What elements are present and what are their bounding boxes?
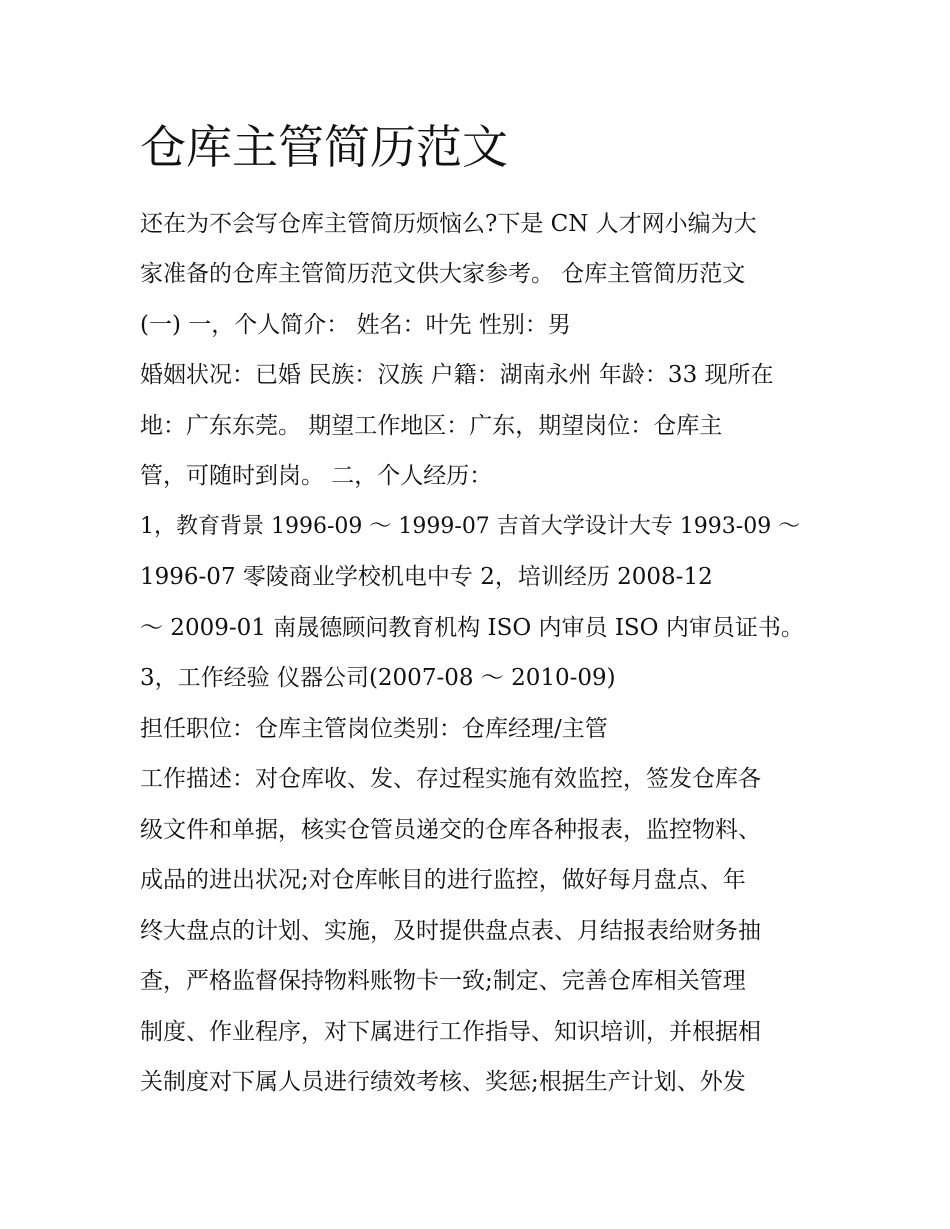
body-line: 1996-07 零陵商业学校机电中专 2，培训经历 2008-12	[140, 564, 713, 590]
body-line: 还在为不会写仓库主管简历烦恼么?下是 CN 人才网小编为大	[140, 211, 757, 237]
body-line: 成品的进出状况;对仓库帐目的进行监控，做好每月盘点、年	[140, 867, 746, 893]
body-line: 家准备的仓库主管简历范文供大家参考。 仓库主管简历范文	[140, 261, 746, 287]
body-line: 婚姻状况：已婚 民族：汉族 户籍：湖南永州 年龄：33 现所在	[140, 362, 774, 388]
body-line: 工作描述：对仓库收、发、存过程实施有效监控，签发仓库各	[140, 766, 761, 792]
body-line: (一) 一，个人简介： 姓名：叶先 性别：男	[140, 312, 571, 338]
body-line: 终大盘点的计划、实施，及时提供盘点表、月结报表给财务抽	[140, 918, 761, 944]
body-line: 级文件和单据，核实仓管员递交的仓库各种报表，监控物料、	[140, 817, 761, 843]
body-line: 1，教育背景 1996-09 ～ 1999-07 吉首大学设计大专 1993-09 ～	[140, 514, 801, 539]
body-line: 查，严格监督保持物料账物卡一致;制定、完善仓库相关管理	[140, 968, 746, 994]
body-line: 地：广东东莞。 期望工作地区：广东，期望岗位：仓库主	[140, 413, 723, 439]
body-line: 3，工作经验 仪器公司(2007-08 ～ 2010-09)	[140, 665, 616, 691]
body-line: 制度、作业程序，对下属进行工作指导、知识培训，并根据相	[140, 1019, 761, 1045]
document-title: 仓库主管简历范文	[140, 120, 508, 174]
body-line: 关制度对下属人员进行绩效考核、奖惩;根据生产计划、外发	[140, 1069, 746, 1095]
body-line: 管，可随时到岗。 二，个人经历：	[140, 463, 493, 489]
body-line: ～ 2009-01 南晟德顾问教育机构 ISO 内审员 ISO 内审员证书。	[140, 615, 804, 641]
body-line: 担任职位：仓库主管岗位类别：仓库经理/主管	[140, 716, 608, 742]
